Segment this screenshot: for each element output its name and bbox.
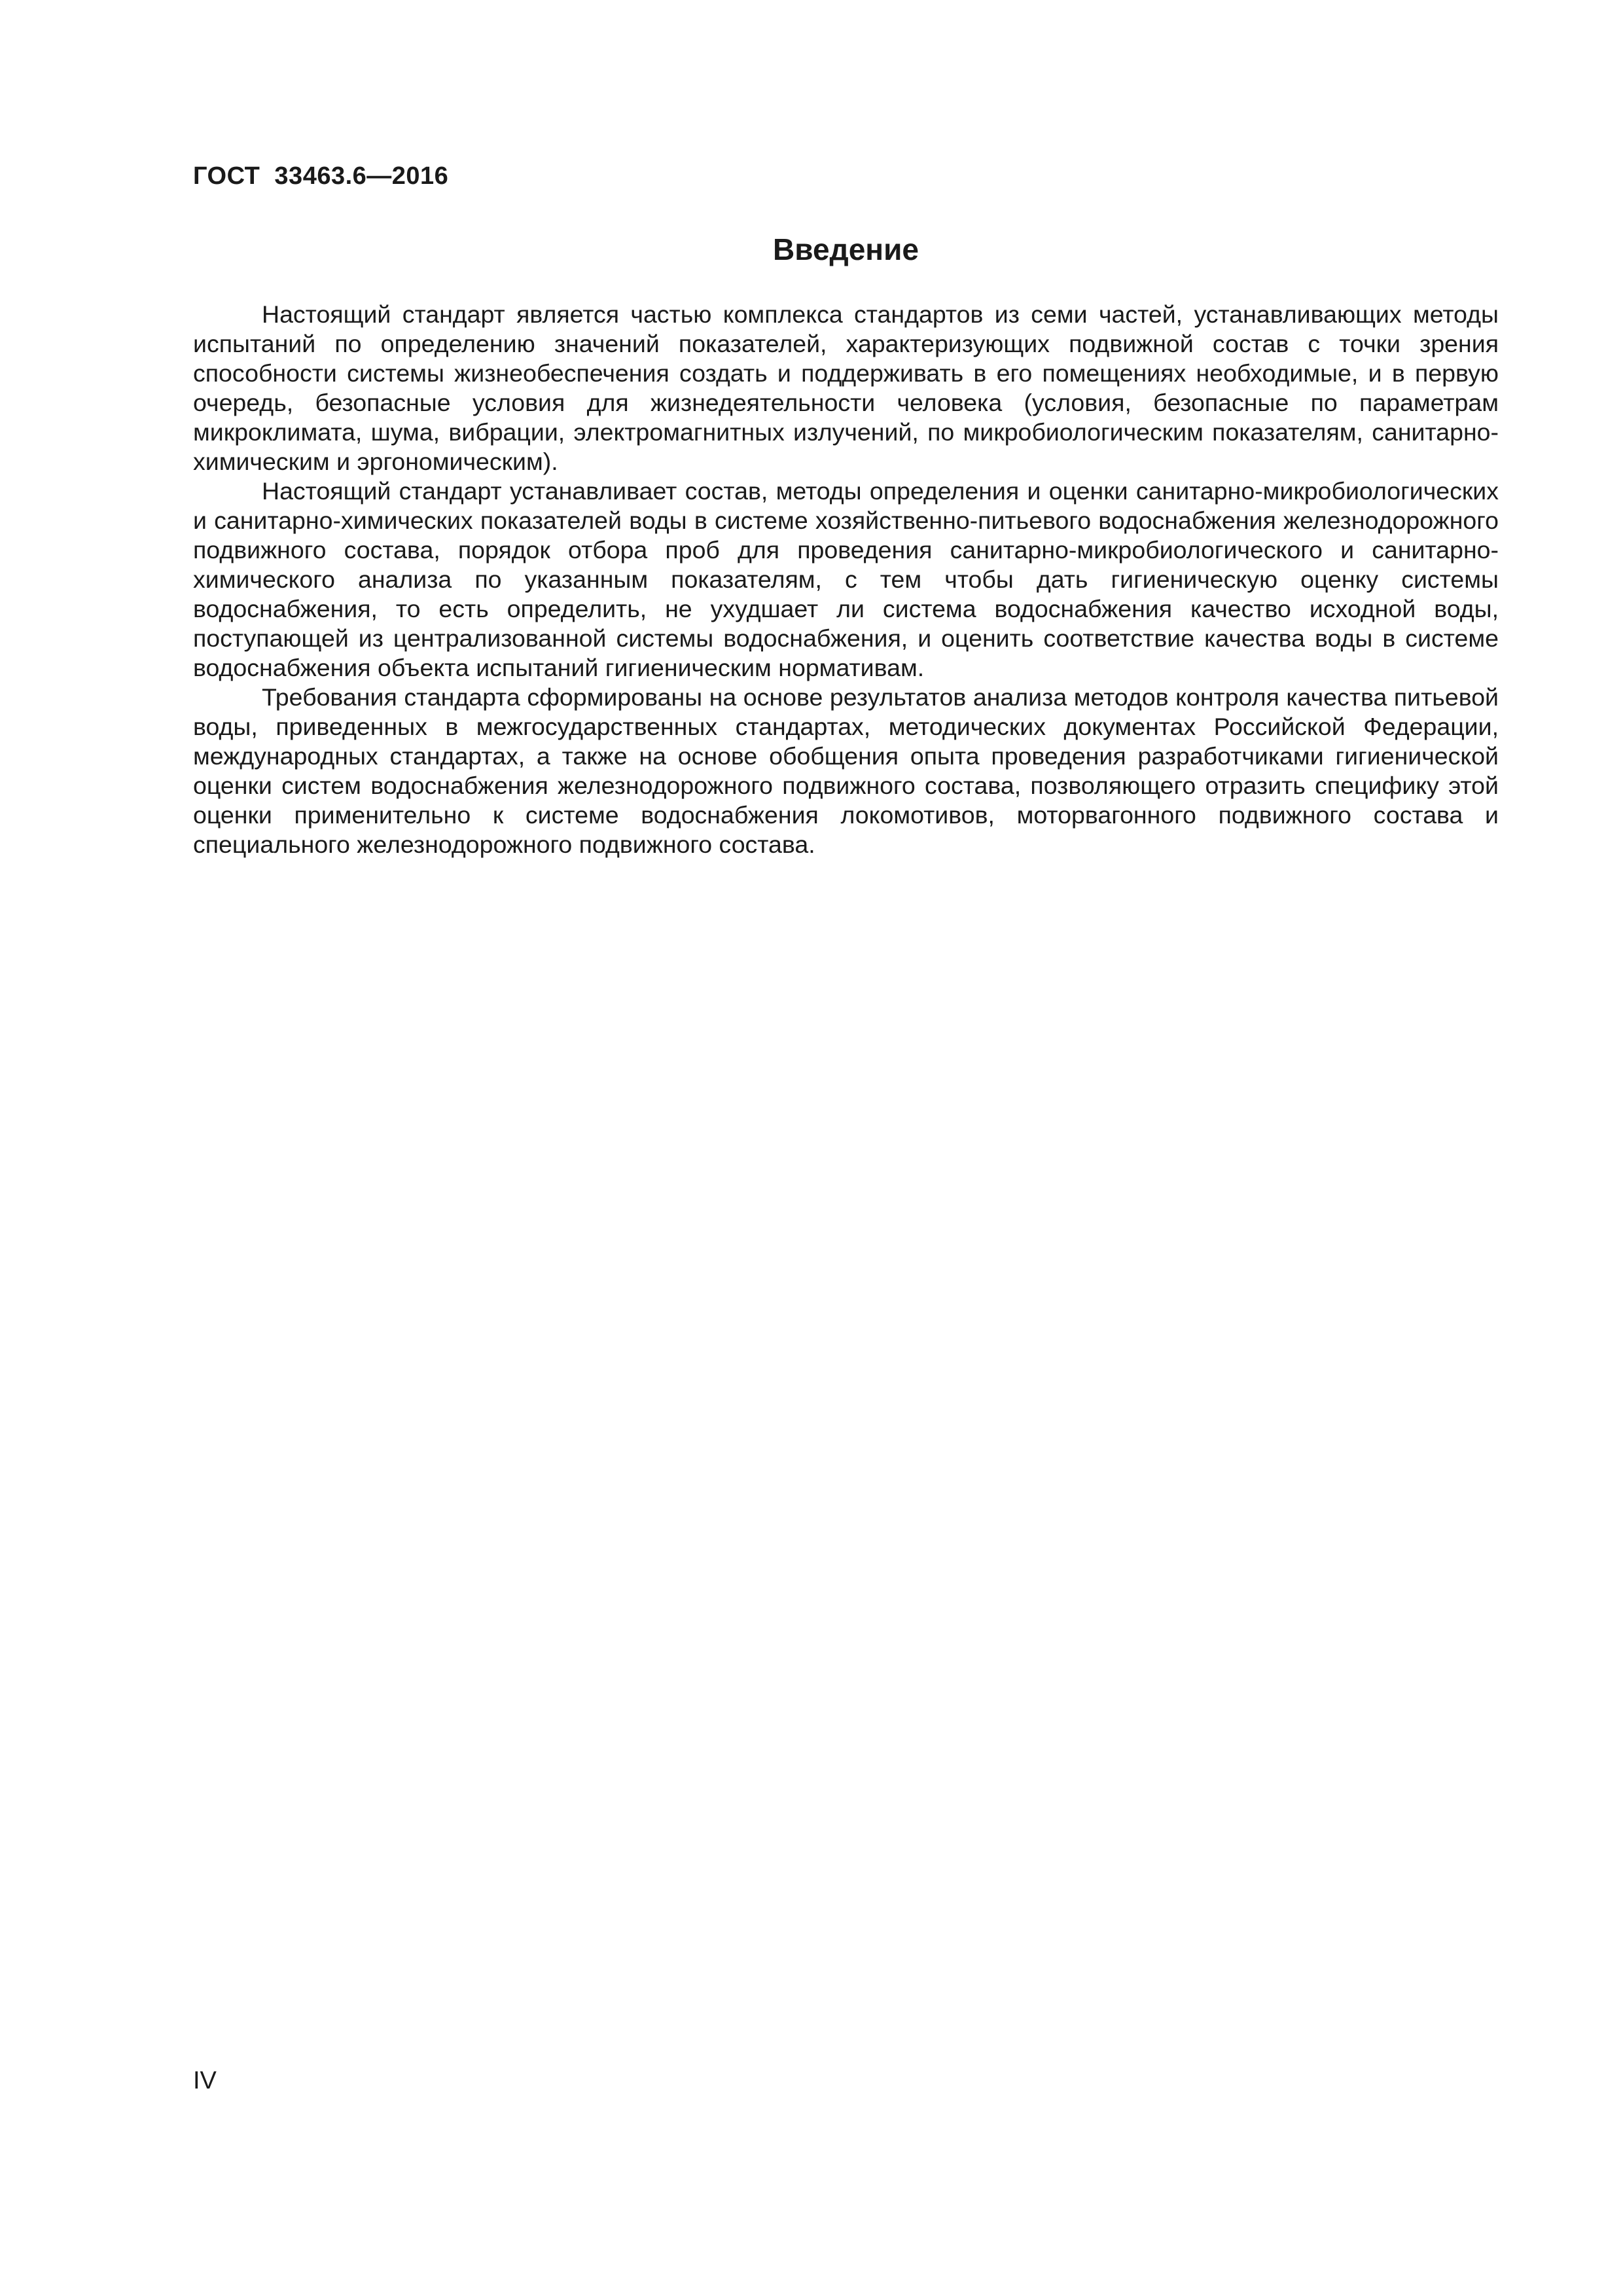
paragraph-scope: Настоящий стандарт является частью комплекса стандартов из семи частей, устанавливающих методы испытаний по определению значений показателей, характеризующих подвижной состав с точки зрения способности системы жизнеобеспечения создать и поддерживать в его помещениях необходимые, и в первую очередь, безопасные условия для жизнедеятельности человека (условия, безопасные по параметрам микроклимата, шума, вибрации, электромагнитных излучений, по микробиологическим показателям, санитарно-химическим и эргономическим). (193, 300, 1499, 475)
standard-designation: ГОСТ 33463.6—2016 (193, 162, 449, 190)
section-title: Введение (773, 232, 919, 266)
introduction-body (193, 300, 1499, 859)
paragraph-content: Настоящий стандарт устанавливает состав, методы определения и оценки санитарно-микробиологических и санитарно-химических показателей воды в системе хозяйственно-питьевого водоснабжения железнодорожного подвижного состава, порядок отбора проб для проведения санитарно-микробиологического и санитарно-химического анализа по указанным показателям, с тем чтобы дать гигиеническую оценку системы водоснабжения, то есть определить, не ухудшает ли система водоснабжения качество исходной воды, поступающей из централизованной системы водоснабжения, и оценить соответствие качества воды в системе водоснабжения объекта испытаний гигиеническим нормативам. (193, 477, 1499, 681)
paragraph-basis: Требования стандарта сформированы на основе результатов анализа методов контроля качества питьевой воды, приведенных в межгосударственных стандартах, методических документах Российской Федерации, международных стандартах, а также на основе обобщения опыта проведения разработчиками гигиенической оценки систем водоснабжения железнодорожного подвижного состава, позволяющего отразить специфику этой оценки применительно к системе водоснабжения локомотивов, моторвагонного подвижного состава и специального железнодорожного подвижного состава. (193, 683, 1499, 858)
page-number: IV (193, 2067, 217, 2094)
